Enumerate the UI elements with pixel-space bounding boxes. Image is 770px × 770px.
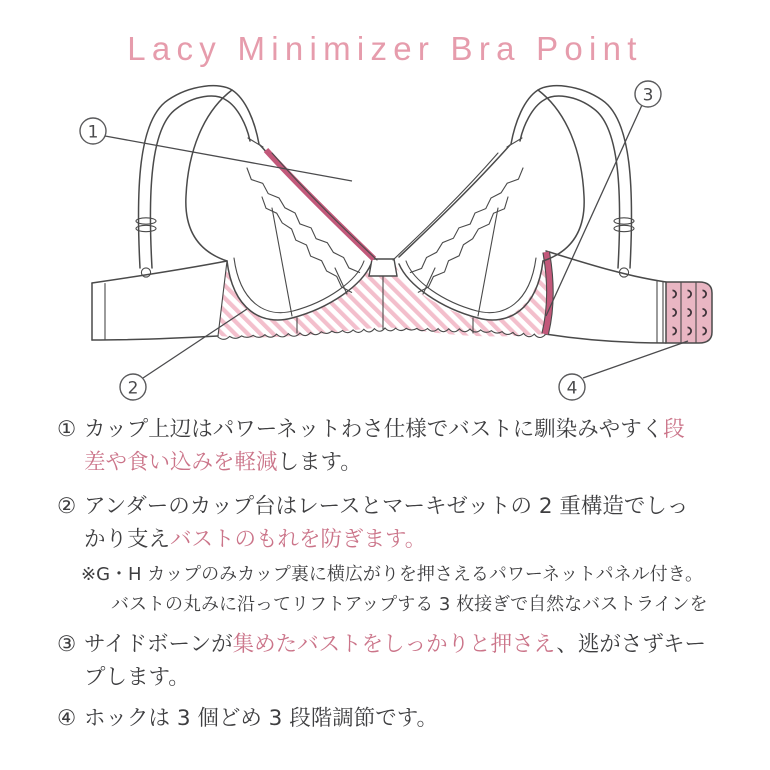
- lace-edge: [247, 168, 360, 273]
- page-title: Lacy Minimizer Bra Point: [127, 30, 643, 67]
- cup-seam: [423, 268, 435, 294]
- note-item-4-marker: ④: [57, 706, 77, 731]
- note-item-3-marker: ③: [57, 632, 77, 657]
- sub-note-line-1: ※G・H カップのみカップ裏に横広がりを押さえるパワーネットパネル付き。: [81, 564, 703, 585]
- note-item-1-marker: ①: [57, 417, 77, 442]
- band-right: [545, 251, 712, 343]
- cup-seam: [335, 268, 347, 294]
- lace-edge: [410, 168, 523, 273]
- feature-notes: [57, 413, 739, 735]
- sub-note: [57, 560, 739, 620]
- strap-left: [136, 86, 259, 277]
- lace-edge: [262, 197, 352, 292]
- note-item-3: [57, 628, 739, 694]
- callout-4-label: 4: [566, 378, 578, 399]
- callout-3-label: 3: [642, 85, 654, 106]
- callout-1-label: 1: [87, 122, 99, 143]
- note-item-4: [57, 702, 739, 735]
- note-item-2: [57, 490, 739, 556]
- strap-right: [511, 86, 634, 277]
- band-left: [92, 261, 227, 340]
- callouts: [80, 81, 688, 400]
- cup-seam: [272, 208, 292, 316]
- hook-panel: [666, 282, 712, 343]
- strap-ring-icon: [141, 268, 150, 277]
- note-item-3-text: サイドボーンが集めたバストをしっかりと押さえ、逃がさずキー プします。: [84, 632, 707, 690]
- note-item-1: [57, 413, 739, 479]
- sub-note-line-2: バストの丸みに沿ってリフトアップする 3 枚接ぎで自然なバストラインを: [111, 594, 708, 615]
- note-item-1-text: カップ上辺はパワーネットわさ仕様でバストに馴染みやすく段 差や食い込みを軽減します。: [84, 417, 685, 475]
- note-item-4-text: ホックは 3 個どめ 3 段階調節です。: [84, 706, 438, 731]
- note-item-2-marker: ②: [57, 494, 77, 519]
- lace-edge: [418, 197, 508, 292]
- callout-2-label: 2: [127, 378, 139, 399]
- note-item-2-text: アンダーのカップ台はレースとマーキゼットの 2 重構造でしっ かり支えバストのもれを防ぎます。: [84, 494, 689, 552]
